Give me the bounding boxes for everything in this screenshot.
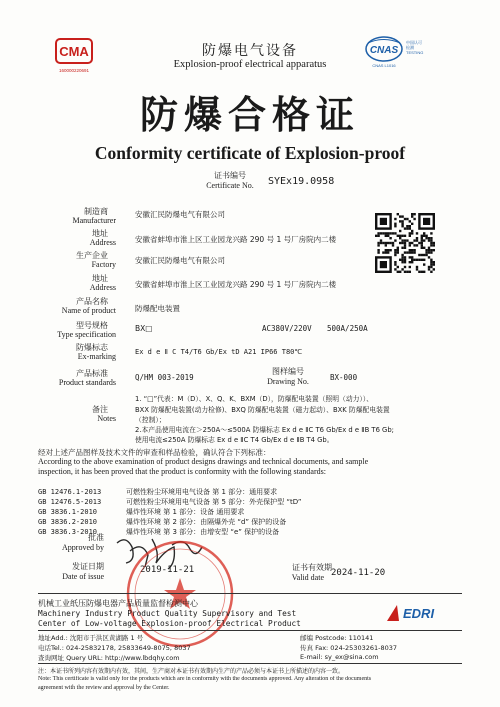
footer-email[interactable]: E-mail: sy_ex@sina.com <box>300 653 379 661</box>
product-label-cn: 产品名称 <box>76 297 108 306</box>
issue-value: 2019-11-21 <box>140 565 195 575</box>
address2-label-cn: 地址 <box>92 274 108 283</box>
factory-value: 安徽汇民防爆电气有限公司 <box>135 256 225 265</box>
cma-badge-text: CMA <box>59 44 89 59</box>
standards-label-cn: 产品标准 <box>76 369 108 378</box>
standard-code: GB 3836.3-2010 <box>38 528 98 536</box>
footer-divider-3 <box>38 663 462 664</box>
manufacturer-value: 安徽汇民防爆电气有限公司 <box>135 210 225 219</box>
header-title-en: Explosion-proof electrical apparatus <box>173 59 327 70</box>
drawing-value: BX-000 <box>330 373 358 382</box>
footer-note-en-2: agreement with the review and approval by the Center. <box>38 685 170 691</box>
manufacturer-label-en: Manufacturer <box>72 216 116 225</box>
product-label-en: Name of product <box>61 306 116 315</box>
cnas-side-cn: 中国认可 <box>406 40 422 45</box>
edri-text: EDRI <box>403 606 435 621</box>
type-current: 500A/250A <box>327 324 368 333</box>
examination-text-en-2: inspection, it has been proved that the product is conformity with the following standards: <box>38 467 326 476</box>
qr-code[interactable] <box>374 206 436 284</box>
exmark-label-cn: 防爆标志 <box>76 343 108 352</box>
type-label-cn: 型号规格 <box>76 321 108 330</box>
footer-fax: 传真 Fax: 024-25303261-8037 <box>300 644 398 652</box>
address-label-cn: 地址 <box>92 229 108 238</box>
footer-divider-2 <box>38 630 462 631</box>
type-label-en: Type specification <box>57 330 116 339</box>
center-name-en-1: Machinery Industry Product Quality Supervisory and Test <box>38 609 297 618</box>
footer-tel: 电话Tel.: 024-25832178, 25833649-8075, 8037 <box>38 644 191 652</box>
remarks-label-en: Notes <box>97 414 116 423</box>
issue-label-en: Date of issue <box>62 572 104 581</box>
examination-text-en-1: According to the above examination of product designs drawings and technical documents, and sample <box>38 457 369 466</box>
address2-label-en: Address <box>89 283 116 292</box>
remarks-label-cn: 备注 <box>92 405 108 414</box>
footer-postcode: 邮编 Postcode: 110141 <box>300 634 374 642</box>
examination-text-cn: 经对上述产品图样及技术文件的审查和样品检验，确认符合下列标准： <box>38 448 271 457</box>
standard-desc: 爆炸性环境 第 1 部分：设备 通用要求 <box>126 508 245 516</box>
drawing-label-en: Drawing No. <box>267 377 309 386</box>
standards-label-en: Product standards <box>58 378 116 387</box>
footer-note-cn: 注：本证书所列内容有效期内有效，其间，生产商对本证书有效期内生产的产品必须与本证书上所描述的内容一致。 <box>38 668 345 675</box>
issue-label-cn: 发证日期 <box>72 562 104 571</box>
standard-desc: 爆炸性环境 第 2 部分：由隔爆外壳 “d” 保护的设备 <box>126 518 287 526</box>
valid-label-cn: 证书有效期 <box>292 563 332 572</box>
standard-code: GB 3836.1-2010 <box>38 508 98 516</box>
standard-code: GB 12476.5-2013 <box>38 498 102 506</box>
footer-note-en-1: Note: This certificate is valid only for the products which are in conformity with the documents approved. Any alteration of the documents <box>38 676 372 682</box>
valid-value: 2024-11-20 <box>331 568 386 578</box>
address-label-en: Address <box>89 238 116 247</box>
certificate-title-cn: 防爆合格证 <box>139 93 360 137</box>
center-name-en-2: Center of Low-voltage Explosion-proof Electrical Product <box>38 619 301 628</box>
cert-number-label-cn: 证书编号 <box>214 171 246 180</box>
cnas-side-cn2: 检测 <box>406 45 414 50</box>
cnas-side-en: TESTING <box>406 50 424 55</box>
address-value: 安徽省蚌埠市淮上区工业园龙兴路 290 号 1 号厂房院内二楼 <box>135 235 337 244</box>
standard-desc: 可燃性粉尘环境用电气设备 第 5 部分：外壳保护型 “tD” <box>126 498 302 506</box>
remark-line-2: BXX 防爆配电装置(动力检修)、BXQ 防爆配电装置（磁力起动）、BXK 防爆配电装置 <box>135 406 390 414</box>
cnas-logo <box>364 34 434 74</box>
edri-logo <box>385 603 449 623</box>
valid-label-en: Valid date <box>291 573 324 582</box>
certificate-title-en: Conformity certificate of Explosion-proof <box>94 143 406 163</box>
cnas-badge-text: CNAS <box>369 45 399 56</box>
approved-label-cn: 批准 <box>88 533 104 542</box>
standards-value: Q/HM 003-2019 <box>135 373 194 382</box>
standard-desc: 可燃性粉尘环境用电气设备 第 1 部分：通用要求 <box>126 488 278 496</box>
remark-line-4: 2.本产品使用电流在＞250A～≤500A 防爆标志 Ex d e ⅡC T6 Gb/Ex d e ⅡB T6 Gb; <box>135 426 394 434</box>
address2-value: 安徽省蚌埠市淮上区工业园龙兴路 290 号 1 号厂房院内二楼 <box>135 280 337 289</box>
standard-code: GB 12476.1-2013 <box>38 488 102 496</box>
header-title-cn: 防爆电气设备 <box>202 43 298 59</box>
standard-desc: 爆炸性环境 第 3 部分：由增安型 “e” 保护的设备 <box>126 528 280 536</box>
footer-divider <box>38 593 462 594</box>
factory-label-en: Factory <box>91 260 116 269</box>
type-voltage: AC380V/220V <box>262 324 312 333</box>
factory-label-cn: 生产企业 <box>76 251 108 260</box>
remark-line-3: （控制）； <box>135 416 166 424</box>
exmark-value: Ex d e Ⅱ C T4/T6 Gb/Ex tD A21 IP66 T80℃ <box>135 348 303 356</box>
manufacturer-label-cn: 制造商 <box>84 207 108 216</box>
product-value: 防爆配电装置 <box>135 304 180 313</box>
cert-number-value: SYEx19.0958 <box>268 176 335 187</box>
cnas-number: CNAS L1016 <box>372 63 396 68</box>
approved-label-en: Approved by <box>62 543 104 552</box>
remark-line-5: 使用电流≤250A 防爆标志 Ex d e ⅡC T4 Gb/Ex d e ⅡB T4 Gb。 <box>135 436 334 444</box>
remark-line-1: 1. “□”代表：M（D）、X、Q、K、BXM（D），防爆配电装置（照明（动力））、 <box>135 395 374 403</box>
center-name-cn: 机械工业纸压防爆电器产品质量监督检测中心 <box>38 599 198 608</box>
footer-address: 地址Add.: 沈阳市于洪区黄湖路 1 号 <box>38 634 144 642</box>
type-value: BX□ <box>135 324 153 333</box>
standard-code: GB 3836.2-2010 <box>38 518 98 526</box>
cma-number: 160000220691 <box>58 68 90 73</box>
drawing-label-cn: 图样编号 <box>272 367 304 376</box>
exmark-label-en: Ex-marking <box>77 352 116 361</box>
footer-query-url[interactable]: 查询网址 Query URL: http://www.lbdqhy.com <box>38 654 180 662</box>
cert-number-label-en: Certificate No. <box>206 181 254 190</box>
